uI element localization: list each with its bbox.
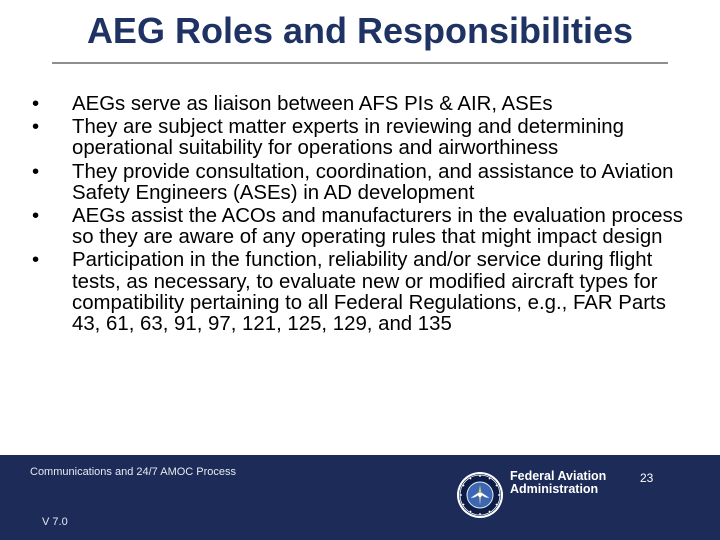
bullet-item bbox=[30, 206, 690, 248]
bullet-marker: • bbox=[32, 160, 40, 183]
bullet-item bbox=[30, 117, 690, 159]
bullet-item bbox=[30, 94, 690, 115]
bullet-marker: • bbox=[32, 93, 40, 115]
bullet-text: They are subject matter experts in reviewing and determining operational suitability for operations and airworthiness bbox=[72, 116, 624, 160]
agency-name-line2: Administration bbox=[510, 482, 599, 496]
bullet-item bbox=[30, 162, 690, 204]
faa-seal-icon bbox=[456, 471, 504, 519]
bullet-marker: • bbox=[32, 249, 40, 272]
bullet-list bbox=[30, 94, 690, 337]
bullet-text: They provide consultation, coordination, and assistance to Aviation Safety Engineers (ASEs) in AD development bbox=[72, 160, 674, 204]
bullet-item bbox=[30, 250, 690, 335]
agency-name bbox=[510, 470, 606, 496]
bullet-text: Participation in the function, reliability and/or service during flight tests, as necessary, to evaluate new or modified aircraft types for compatibility pertaining to all Federal Regulations, e.g., FAR Parts 43, 61, 63, 91, 97, 121, 125, 129, and 135 bbox=[72, 249, 666, 336]
bullet-text: AEGs assist the ACOs and manufacturers in the evaluation process so they are aware of any operating rules that might impact design bbox=[72, 205, 683, 249]
agency-name-line1: Federal Aviation bbox=[510, 469, 607, 483]
footer-version: V 7.0 bbox=[42, 516, 68, 528]
page-number: 23 bbox=[640, 471, 654, 485]
bullet-marker: • bbox=[32, 116, 40, 139]
bullet-marker: • bbox=[32, 205, 40, 228]
title-divider bbox=[52, 62, 668, 64]
footer-process-title: Communications and 24/7 AMOC Process bbox=[30, 466, 237, 478]
footer-bar bbox=[0, 455, 720, 540]
slide-title: AEG Roles and Responsibilities bbox=[86, 10, 634, 51]
bullet-text: AEGs serve as liaison between AFS PIs & AIR, ASEs bbox=[72, 93, 553, 115]
